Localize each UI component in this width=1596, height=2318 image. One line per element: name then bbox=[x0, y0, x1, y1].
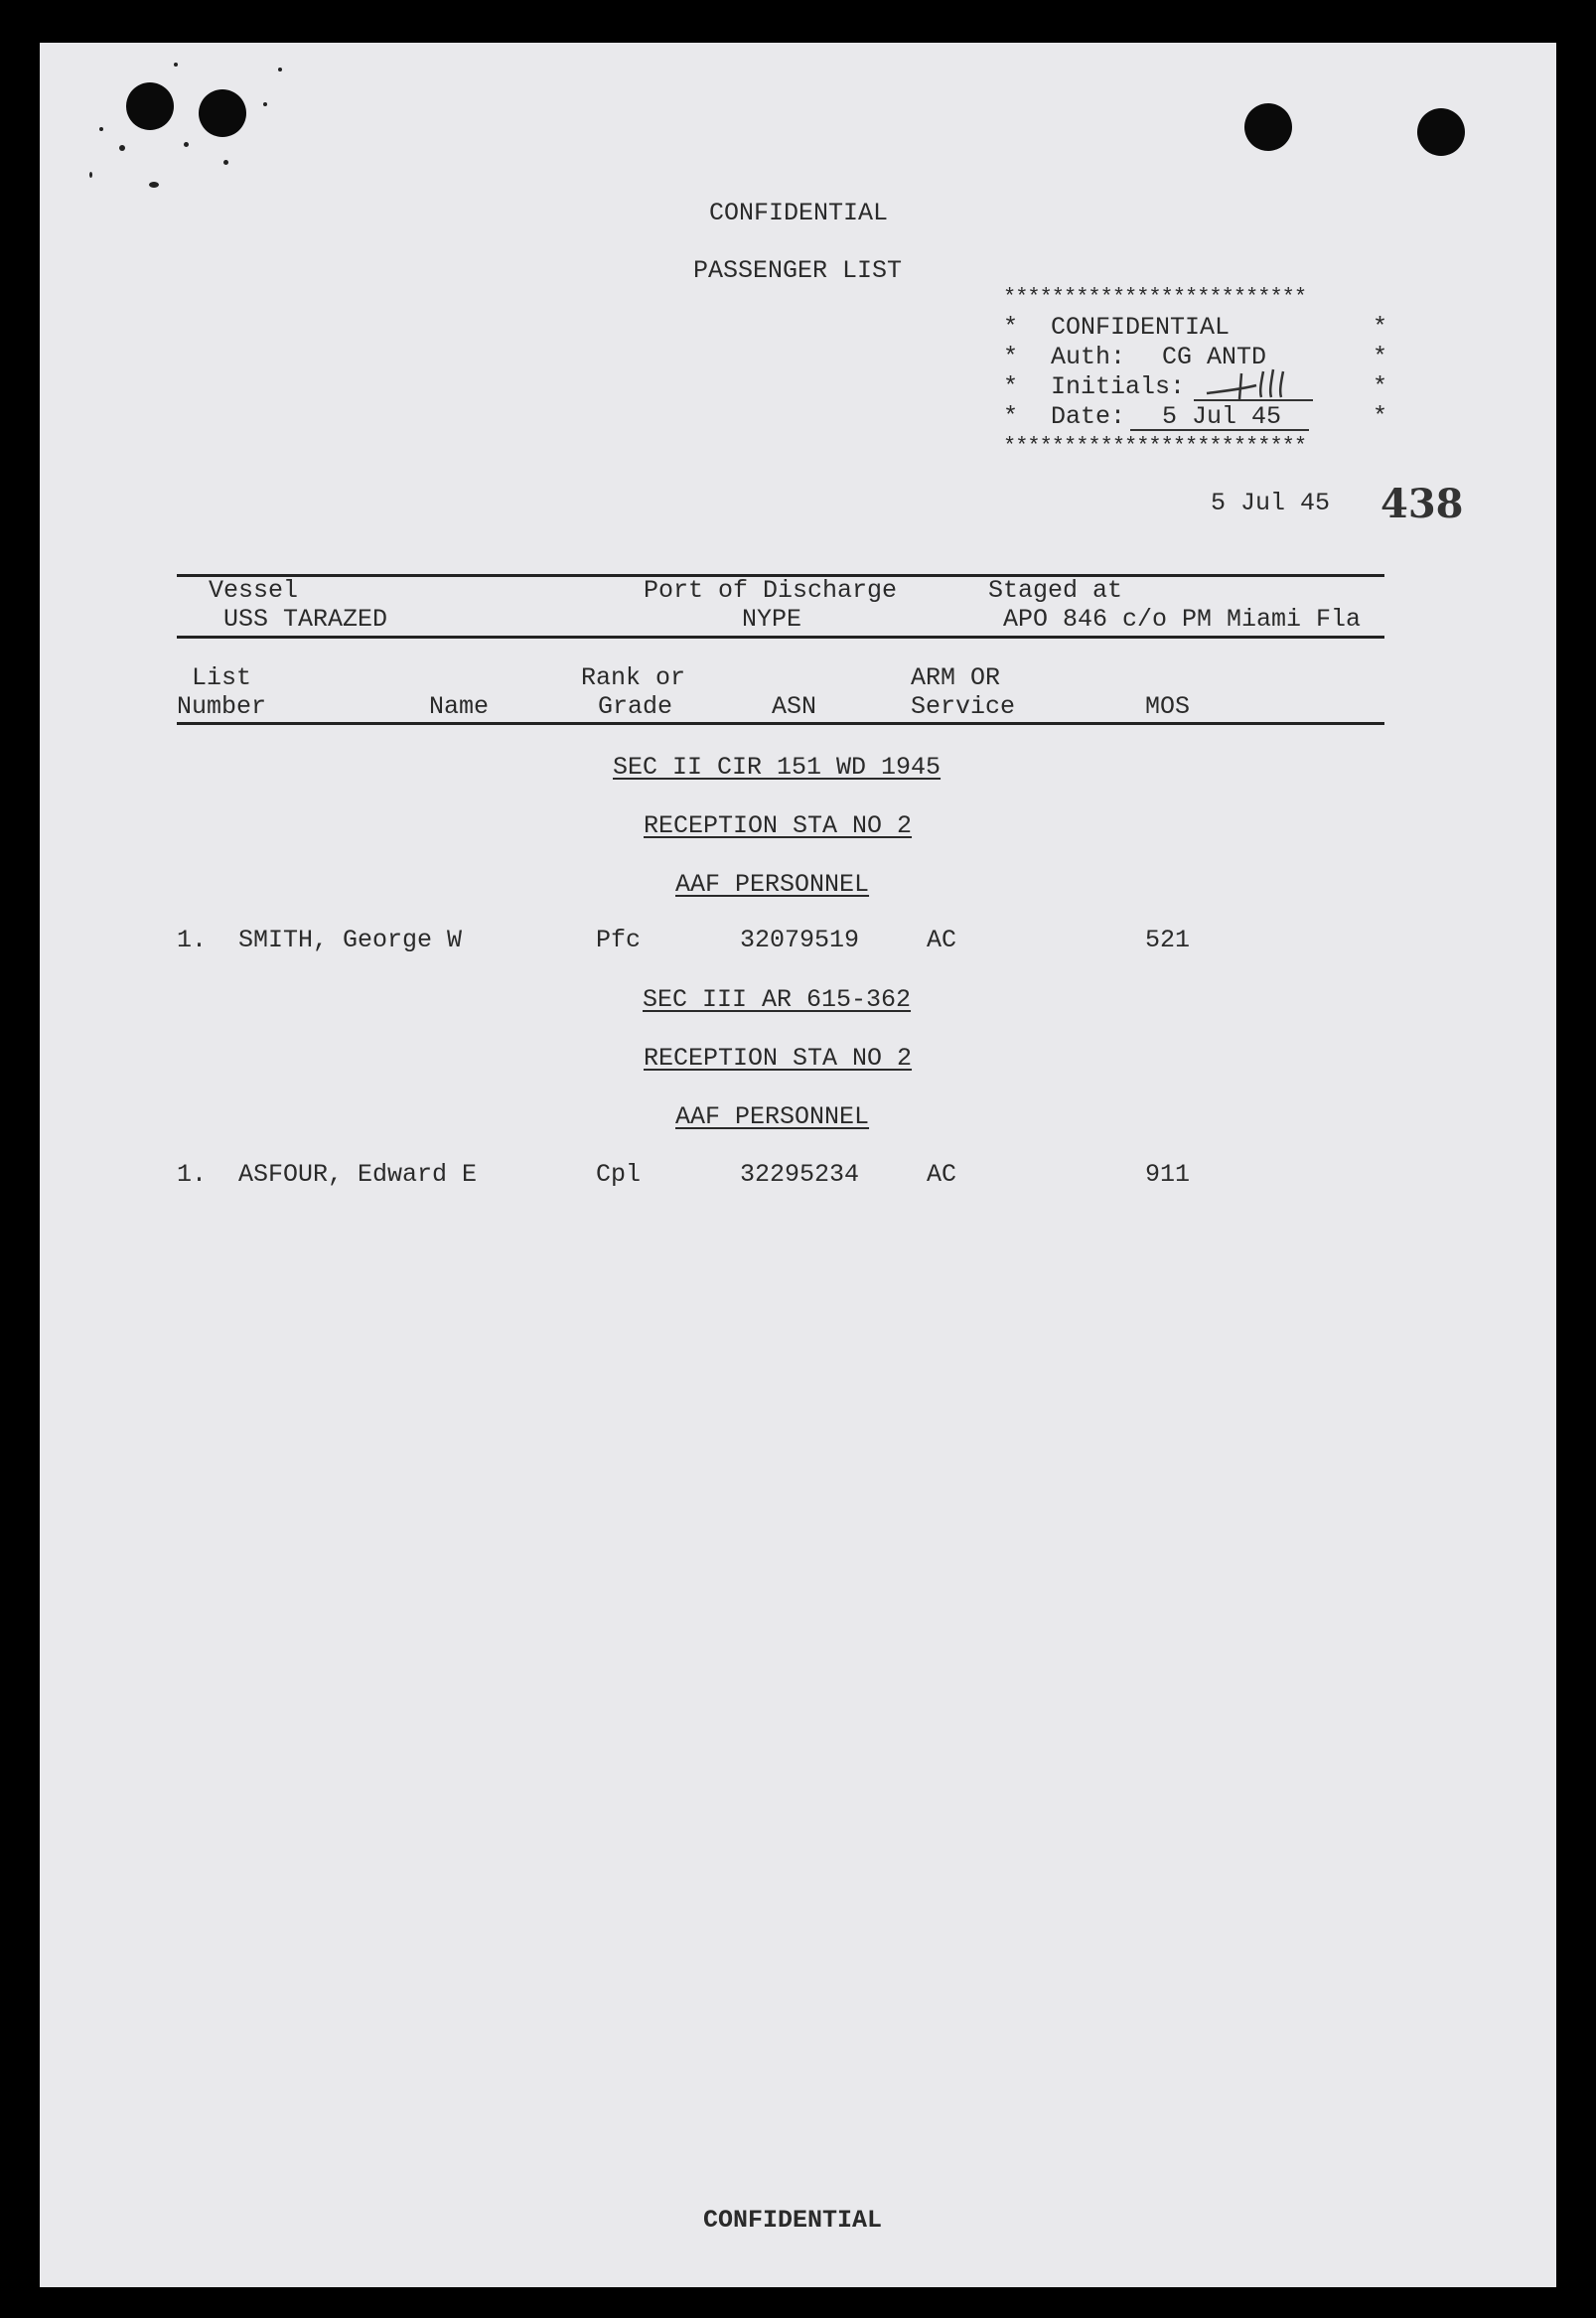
row-number: 1. bbox=[177, 1160, 208, 1189]
page-number: 438 bbox=[1380, 481, 1464, 527]
row-asn: 32079519 bbox=[740, 926, 860, 954]
stamp-auth-label: Auth: bbox=[1051, 343, 1126, 371]
punch-hole-left-1 bbox=[126, 82, 174, 130]
row-arm: AC bbox=[927, 1160, 957, 1189]
stamp-star: * bbox=[1373, 343, 1388, 371]
speck bbox=[223, 160, 228, 165]
column-header-rule bbox=[177, 722, 1384, 725]
stamp-line-confidential: CONFIDENTIAL bbox=[1051, 313, 1231, 342]
document-page bbox=[40, 43, 1556, 2287]
stamp-border-top: ************************* bbox=[1003, 285, 1307, 310]
row-mos: 911 bbox=[1145, 1160, 1191, 1189]
row-name: SMITH, George W bbox=[238, 926, 463, 954]
row-name: ASFOUR, Edward E bbox=[238, 1160, 478, 1189]
port-value: NYPE bbox=[742, 605, 802, 634]
vessel-label: Vessel bbox=[209, 576, 299, 605]
vessel-value: USS TARAZED bbox=[223, 605, 388, 634]
speck bbox=[263, 102, 267, 106]
document-subtitle: PASSENGER LIST bbox=[693, 256, 903, 285]
row-mos: 521 bbox=[1145, 926, 1191, 954]
row-rank: Pfc bbox=[596, 926, 642, 954]
row-asn: 32295234 bbox=[740, 1160, 860, 1189]
vessel-bottom-rule bbox=[177, 636, 1384, 639]
stamp-star: * bbox=[1003, 343, 1019, 371]
stamp-star: * bbox=[1373, 402, 1388, 431]
column-header-number: Number bbox=[177, 692, 267, 721]
column-header-arm: ARM OR bbox=[911, 663, 1001, 692]
stamp-border-bottom: ************************* bbox=[1003, 434, 1307, 459]
column-header-name: Name bbox=[429, 692, 490, 721]
group2-heading-station: RECEPTION STA NO 2 bbox=[644, 1044, 913, 1073]
column-header-asn: ASN bbox=[772, 692, 817, 721]
document-date: 5 Jul 45 bbox=[1211, 489, 1331, 517]
stamp-star: * bbox=[1003, 372, 1019, 401]
footer-confidential: CONFIDENTIAL bbox=[703, 2206, 883, 2235]
group2-heading-personnel: AAF PERSONNEL bbox=[675, 1102, 870, 1131]
speck bbox=[149, 182, 159, 188]
staged-value: APO 846 c/o PM Miami Fla bbox=[1003, 605, 1362, 634]
header-title: CONFIDENTIAL bbox=[709, 199, 889, 227]
stamp-auth-value: CG ANTD bbox=[1162, 343, 1267, 371]
staged-label: Staged at bbox=[988, 576, 1123, 605]
group1-heading-station: RECEPTION STA NO 2 bbox=[644, 811, 913, 840]
row-arm: AC bbox=[927, 926, 957, 954]
speck bbox=[99, 127, 103, 131]
row-number: 1. bbox=[177, 926, 208, 954]
group2-heading-authority: SEC III AR 615-362 bbox=[643, 985, 912, 1014]
speck bbox=[89, 172, 92, 178]
stamp-star: * bbox=[1003, 313, 1019, 342]
column-header-grade: Grade bbox=[598, 692, 673, 721]
stamp-date-value: 5 Jul 45 bbox=[1162, 402, 1282, 431]
stamp-star: * bbox=[1373, 313, 1388, 342]
column-header-service: Service bbox=[911, 692, 1016, 721]
column-header-list: List bbox=[192, 663, 252, 692]
group1-heading-authority: SEC II CIR 151 WD 1945 bbox=[613, 753, 942, 782]
speck bbox=[174, 63, 178, 67]
speck bbox=[278, 68, 282, 72]
stamp-initials-label: Initials: bbox=[1051, 372, 1186, 401]
speck bbox=[119, 145, 125, 151]
port-label: Port of Discharge bbox=[644, 576, 898, 605]
stamp-date-label: Date: bbox=[1051, 402, 1126, 431]
column-header-mos: MOS bbox=[1145, 692, 1191, 721]
row-rank: Cpl bbox=[596, 1160, 642, 1189]
handwritten-initials bbox=[1202, 363, 1311, 403]
group1-heading-personnel: AAF PERSONNEL bbox=[675, 870, 870, 899]
punch-hole-right-1 bbox=[1244, 103, 1292, 151]
stamp-star: * bbox=[1003, 402, 1019, 431]
stamp-star: * bbox=[1373, 372, 1388, 401]
punch-hole-right-2 bbox=[1417, 108, 1465, 156]
column-header-rank: Rank or bbox=[581, 663, 686, 692]
speck bbox=[184, 142, 189, 147]
punch-hole-left-2 bbox=[199, 89, 246, 137]
